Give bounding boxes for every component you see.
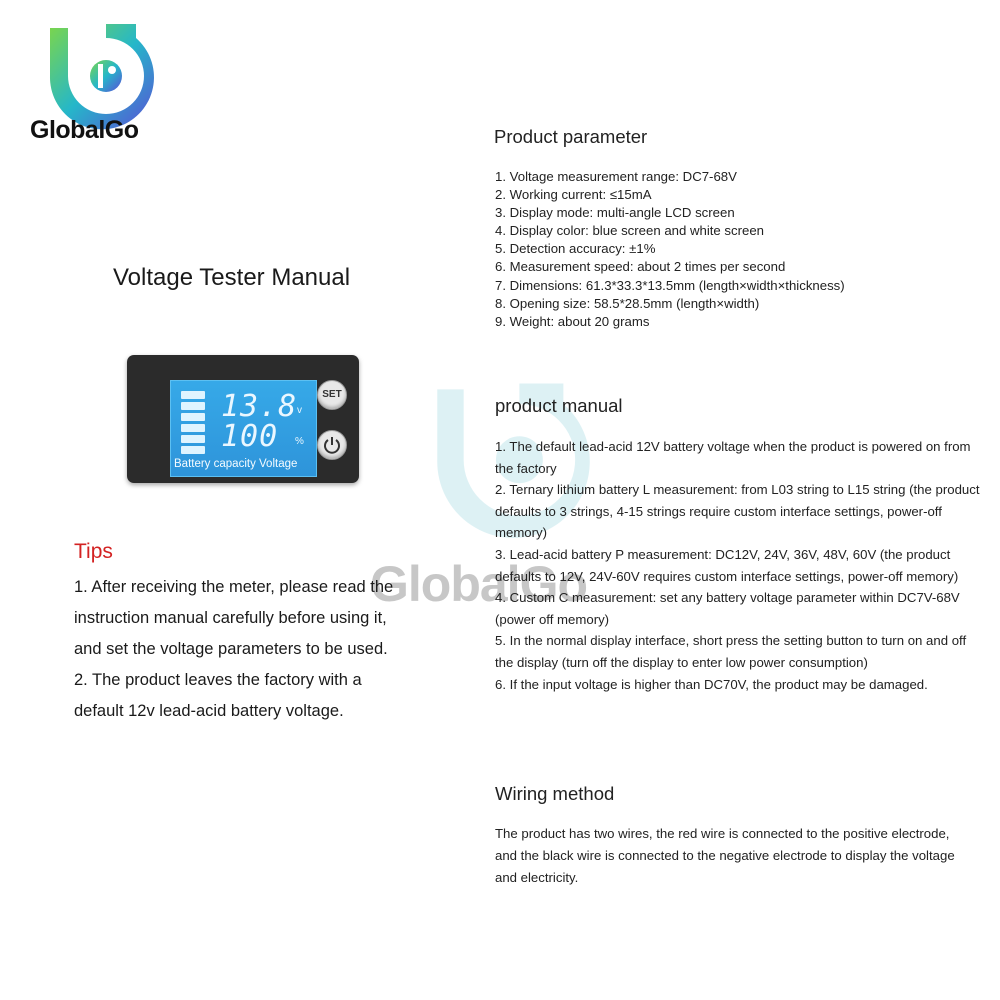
battery-bar xyxy=(181,402,205,410)
tips-item: 1. After receiving the meter, please read the instruction manual carefully before using it, and set the voltage parameters to be used. xyxy=(74,578,394,658)
product-parameter-list xyxy=(495,168,975,331)
list-item: 7. Dimensions: 61.3*33.3*13.5mm (length×width×thickness) xyxy=(495,277,845,293)
wiring-method-heading: Wiring method xyxy=(495,783,615,804)
tips-item: 2. The product leaves the factory with a default 12v lead-acid battery voltage. xyxy=(74,671,362,720)
power-button xyxy=(317,430,347,460)
battery-bar xyxy=(181,391,205,399)
product-manual-list xyxy=(495,436,985,695)
brand-name: GlobalGo xyxy=(30,116,139,144)
wiring-method-text: The product has two wires, the red wire is connected to the positive electrode, and the black wire is connected to the negative electrode to display the voltage and electricity. xyxy=(495,826,955,885)
list-item: 2. Ternary lithium battery L measurement: from L03 string to L15 string (the product defaults to 3 strings, 4-15 strings require custom interface settings, power-off memory) xyxy=(495,482,980,541)
list-item: 6. Measurement speed: about 2 times per second xyxy=(495,259,786,275)
battery-bar xyxy=(181,446,205,454)
tips-list xyxy=(74,572,414,727)
list-item: 2. Working current: ≤15mA xyxy=(495,187,652,203)
set-button: SET xyxy=(317,380,347,410)
lcd-percent-unit: % xyxy=(295,436,304,447)
list-item: 1. The default lead-acid 12V battery voltage when the product is powered on from the factory xyxy=(495,439,971,476)
lcd-voltage-readout: 13.8 xyxy=(221,389,298,424)
list-item: 3. Lead-acid battery P measurement: DC12V, 24V, 36V, 48V, 60V (the product defaults to 12V, 24V-60V requires custom interface settings, power-off memory) xyxy=(495,546,959,584)
page-title: Voltage Tester Manual xyxy=(113,264,351,291)
battery-bar xyxy=(181,424,205,432)
list-item: 4. Display color: blue screen and white screen xyxy=(495,223,765,239)
list-item: 3. Display mode: multi-angle LCD screen xyxy=(495,205,735,221)
list-item: 9. Weight: about 20 grams xyxy=(495,313,650,329)
product-manual-heading: product manual xyxy=(495,395,623,416)
tips-heading: Tips xyxy=(74,540,113,563)
lcd-percent-readout: 100 xyxy=(221,419,279,454)
battery-bar xyxy=(181,413,205,421)
lcd-screen xyxy=(170,380,317,477)
lcd-caption: Battery capacity Voltage xyxy=(174,458,298,470)
list-item: 4. Custom C measurement: set any battery voltage parameter within DC7V-68V (power off memory) xyxy=(495,590,960,627)
lcd-voltage-unit: v xyxy=(297,405,302,416)
list-item: 1. Voltage measurement range: DC7-68V xyxy=(495,169,737,184)
power-icon xyxy=(318,431,346,459)
list-item: 5. Detection accuracy: ±1% xyxy=(495,241,656,257)
list-item: 8. Opening size: 58.5*28.5mm (length×width) xyxy=(495,295,760,311)
battery-bar xyxy=(181,435,205,443)
watermark-text: GlobalGo xyxy=(370,556,587,612)
list-item: 6. If the input voltage is higher than DC70V, the product may be damaged. xyxy=(495,676,928,692)
list-item: 5. In the normal display interface, short press the setting button to turn on and off the display (turn off the display to enter low power consumption) xyxy=(495,633,967,670)
product-parameter-heading: Product parameter xyxy=(494,126,648,147)
